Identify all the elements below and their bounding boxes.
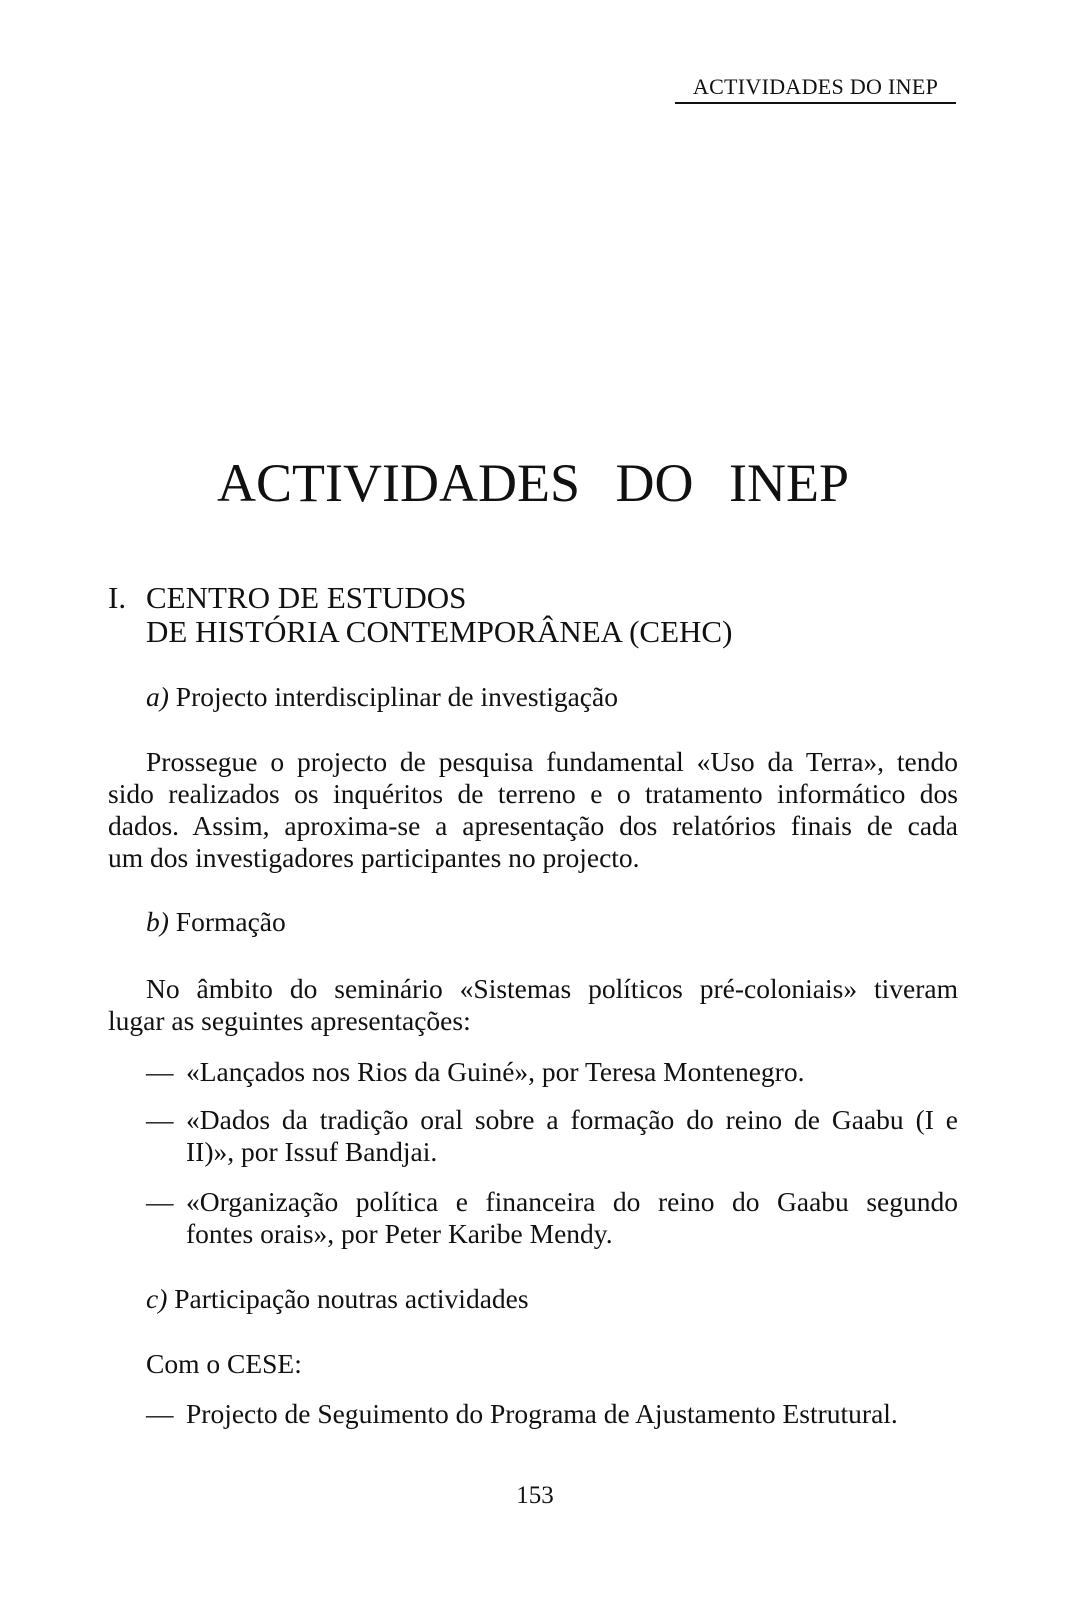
list-dash: — xyxy=(146,1104,174,1135)
para-a-line: um dos investigadores participantes no projecto. xyxy=(108,842,640,873)
section-heading-line1: CENTRO DE ESTUDOS xyxy=(146,580,467,615)
list-item: Projecto de Seguimento do Programa de Ajustamento Estrutural. xyxy=(186,1398,898,1429)
page-number: 153 xyxy=(516,1482,554,1509)
list-item-continued: II)», por Issuf Bandjai. xyxy=(186,1136,438,1167)
para-a-line: sido realizados os inquéritos de terreno e o tratamento informático dos xyxy=(108,778,958,809)
running-header: ACTIVIDADES DO INEP xyxy=(675,74,956,104)
subheading-b: b) Formação xyxy=(146,906,286,937)
subheading-a: a) Projecto interdisciplinar de investigação xyxy=(146,681,618,712)
subheading-c: c) Participação noutras actividades xyxy=(146,1283,529,1314)
para-a-line: dados. Assim, aproxima-se a apresentação dos relatórios finais de cada xyxy=(108,810,958,841)
para-a-line: Prossegue o projecto de pesquisa fundamental «Uso da Terra», tendo xyxy=(146,746,958,777)
list-item: «Lançados nos Rios da Guiné», por Teresa Montenegro. xyxy=(186,1056,805,1087)
list-item-continued: fontes orais», por Peter Karibe Mendy. xyxy=(186,1218,613,1249)
section-heading-line2: DE HISTÓRIA CONTEMPORÂNEA (CEHC) xyxy=(146,614,733,649)
list-item: «Dados da tradição oral sobre a formação do reino de Gaabu (I e xyxy=(186,1104,958,1135)
list-dash: — xyxy=(146,1186,174,1217)
list-dash: — xyxy=(146,1398,174,1429)
page-title: ACTIVIDADES DO INEP xyxy=(217,453,849,513)
cese-label: Com o CESE: xyxy=(146,1348,302,1379)
list-item: «Organização política e financeira do reino do Gaabu segundo xyxy=(186,1186,958,1217)
para-b-line: No âmbito do seminário «Sistemas políticos pré-coloniais» tiveram xyxy=(146,973,958,1004)
section-number: I. xyxy=(108,580,127,615)
para-b-line: lugar as seguintes apresentações: xyxy=(108,1005,471,1036)
list-dash: — xyxy=(146,1056,174,1087)
